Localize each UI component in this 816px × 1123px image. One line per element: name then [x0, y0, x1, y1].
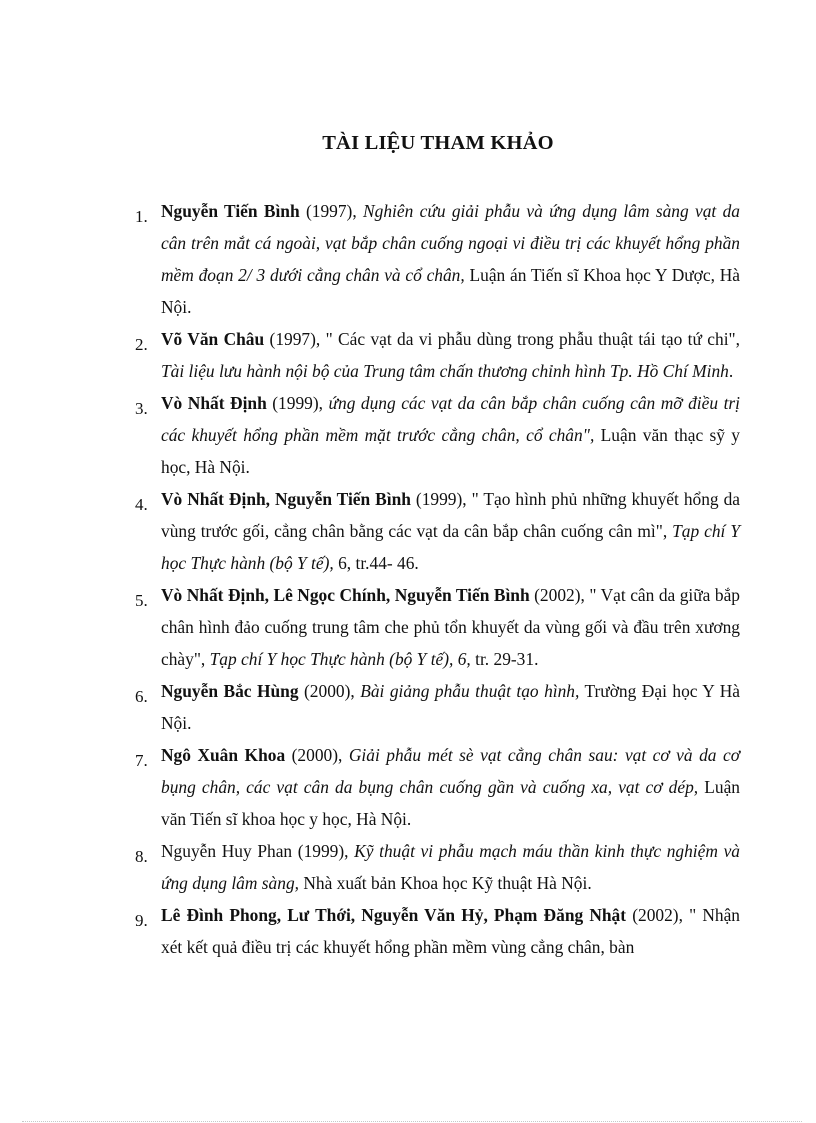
reference-number: 6. [135, 687, 148, 706]
reference-number: 7. [135, 751, 148, 770]
reference-authors: Nguyễn Bắc Hùng [161, 681, 299, 701]
reference-tail: tr. 29-31. [470, 649, 539, 669]
reference-tail: 6, tr.44- 46. [333, 553, 419, 573]
reference-authors: Vò Nhất Định, Lê Ngọc Chính, Nguyễn Tiến Bình [161, 585, 530, 605]
reference-number: 8. [135, 847, 148, 866]
reference-number: 3. [135, 399, 148, 418]
reference-publisher: Luận văn thạc sỹ y học, Hà Nội. [161, 425, 740, 477]
reference-publisher: Luận án Tiến sĩ Khoa học Y Dược, Hà Nội. [161, 265, 740, 317]
reference-year: (2002), [626, 905, 690, 925]
reference-source: Tạp chí Y học Thực hành (bộ Y tế), 6, [209, 649, 471, 669]
reference-list [0, 195, 816, 963]
reference-year: (1999), [292, 841, 355, 861]
reference-title: ứng dụng các vạt da cân bắp chân cuống cân mỡ điều trị các khuyết hổng phần mềm mặt trước cẳng chân, cổ chân", [161, 393, 740, 445]
reference-publisher: Nhà xuất bản Khoa học Kỹ thuật Hà Nội. [299, 873, 592, 893]
reference-item [0, 387, 740, 483]
reference-title: Kỹ thuật vi phẫu mạch máu thần kinh thực nghiệm và ứng dụng lâm sàng, [161, 841, 740, 893]
reference-publisher: Luận văn Tiến sĩ khoa học y học, Hà Nội. [161, 777, 740, 829]
reference-year: (2002), [529, 585, 590, 605]
reference-year: (2000), [285, 745, 349, 765]
reference-number: 2. [135, 335, 148, 354]
reference-item [0, 579, 740, 675]
reference-number: 1. [135, 207, 148, 226]
reference-item [0, 675, 740, 739]
page-bottom-divider [22, 1121, 802, 1122]
page-title: TÀI LIỆU THAM KHẢO [322, 132, 554, 154]
reference-authors: Võ Văn Châu [161, 329, 265, 349]
reference-year: (2000), [298, 681, 361, 701]
reference-authors: Vò Nhất Định [161, 393, 267, 413]
reference-publisher: Trường Đại học Y Hà Nội. [161, 681, 740, 733]
reference-title: Nghiên cứu giải phẫu và ứng dụng lâm sàng vạt da cân trên mắt cá ngoài, vạt bắp chân cuống ngoại vi điều trị các khuyết hổng phần mềm đoạn 2/ 3 dưới cẳng chân và cổ chân, [161, 201, 740, 285]
reference-item [0, 899, 740, 963]
reference-article-title: " Các vạt da vi phẫu dùng trong phẫu thuật tái tạo tứ chi", [325, 329, 740, 349]
reference-number: 4. [135, 495, 148, 514]
reference-year: (1999), [266, 393, 329, 413]
reference-year: (1999), [410, 489, 472, 509]
reference-authors: Lê Đình Phong, Lư Thới, Nguyễn Văn Hỷ, Phạm Đăng Nhật [161, 905, 627, 925]
reference-item [0, 323, 740, 387]
reference-title: Bài giảng phẫu thuật tạo hình, [360, 681, 580, 701]
reference-authors: Nguyễn Tiến Bình [161, 201, 300, 221]
reference-article-title: " Vạt cân da giữa bắp chân hình đảo cuống trung tâm che phủ tổn khuyết da vùng gối và đầu trên xương chày", [161, 585, 740, 669]
reference-authors: Vò Nhất Định, Nguyễn Tiến Bình [161, 489, 411, 509]
reference-authors: Nguyễn Huy Phan [161, 841, 293, 861]
reference-article-title: " Nhận xét kết quả điều trị các khuyết hổng phần mềm vùng cẳng chân, bàn [161, 905, 740, 957]
reference-source: Tài liệu lưu hành nội bộ của Trung tâm chấn thương chỉnh hình Tp. Hồ Chí Minh [161, 361, 729, 381]
reference-number: 9. [135, 911, 148, 930]
reference-title: Giải phẫu mét sè vạt cẳng chân sau: vạt cơ và da cơ bụng chân, các vạt cân da bụng chân cuống gần và cuống xa, vạt cơ dép, [161, 745, 740, 797]
reference-tail: . [728, 361, 734, 381]
reference-year: (1997), [299, 201, 364, 221]
reference-number: 5. [135, 591, 148, 610]
reference-authors: Ngô Xuân Khoa [161, 745, 286, 765]
reference-item [0, 483, 740, 579]
reference-item [0, 195, 740, 323]
reference-article-title: " Tạo hình phủ những khuyết hổng da vùng trước gối, cẳng chân bằng các vạt da cân bắp chân cuống cân mì", [161, 489, 740, 541]
reference-year: (1997), [264, 329, 326, 349]
reference-item [0, 835, 740, 899]
reference-source: Tạp chí Y học Thực hành (bộ Y tế), [161, 521, 740, 573]
reference-item [0, 739, 740, 835]
